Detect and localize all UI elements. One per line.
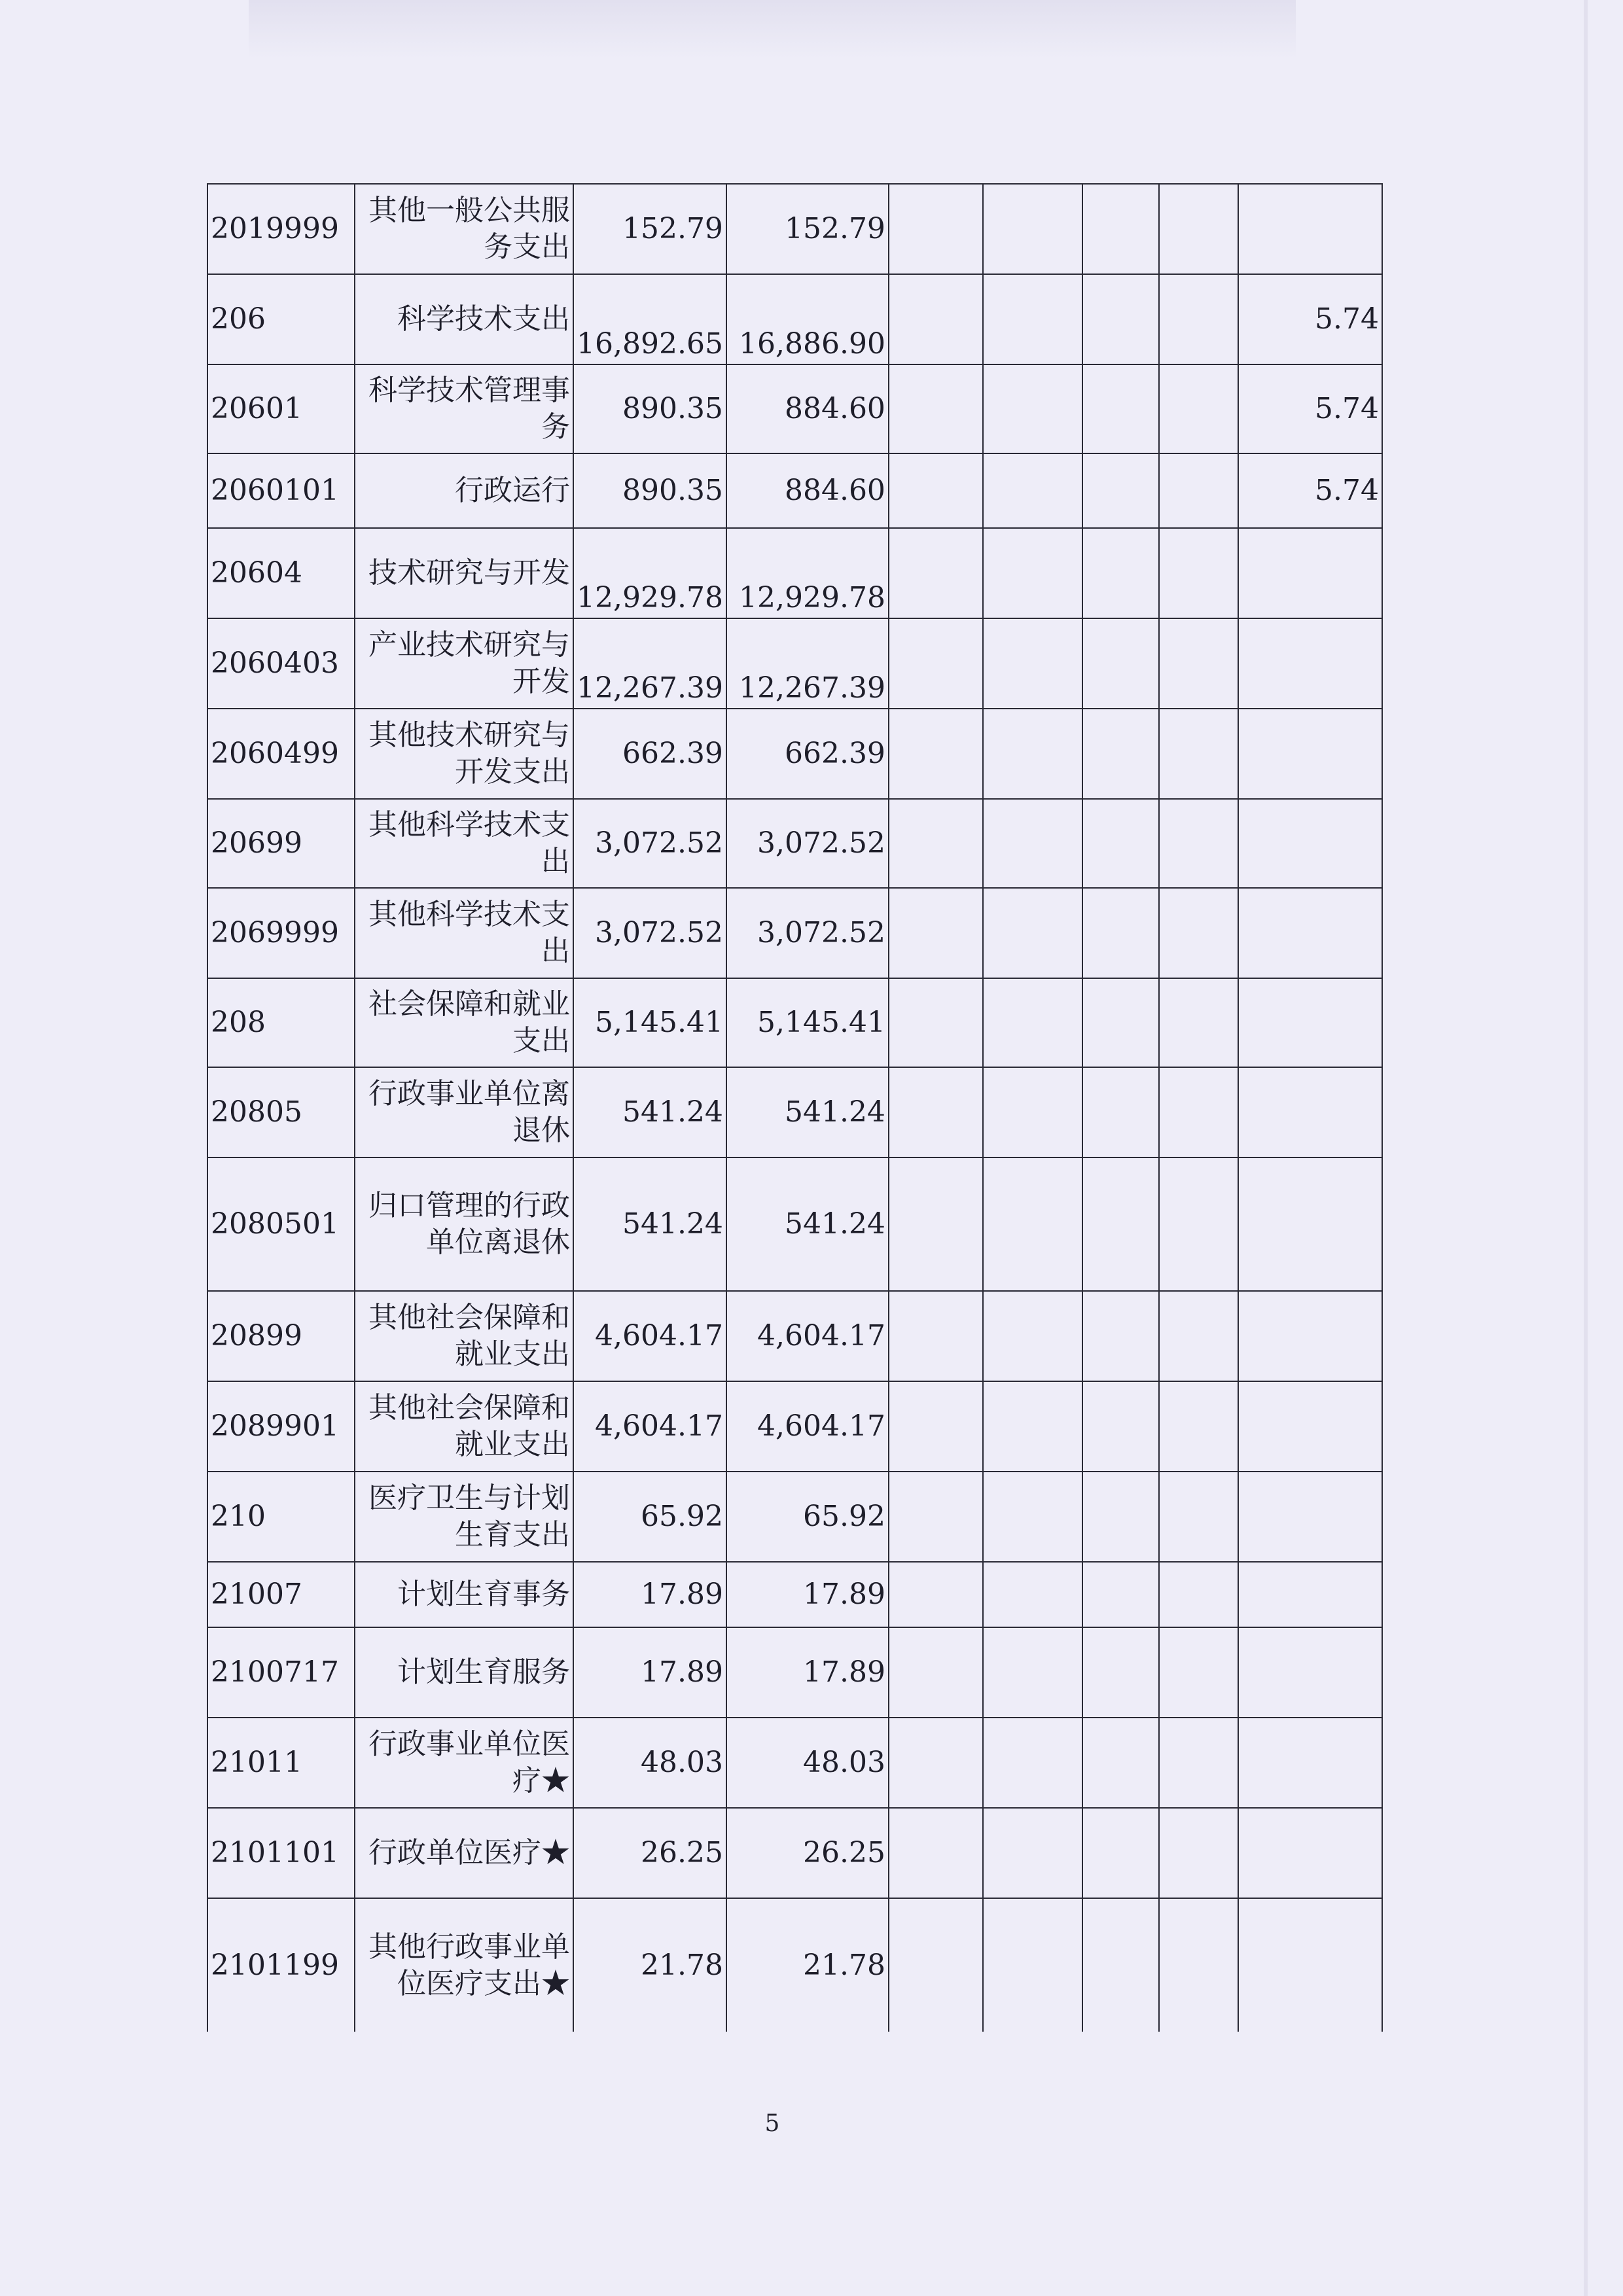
cell-empty: [889, 888, 983, 978]
cell-empty: [1082, 1157, 1159, 1291]
table-row: [207, 1898, 1382, 2032]
expenditure-table: [207, 183, 1383, 2032]
cell-name: 技术研究与开发: [355, 528, 573, 618]
cell-amount-basic: 16,886.90: [726, 274, 889, 364]
cell-empty: [983, 799, 1082, 888]
page-number: 5: [764, 2110, 780, 2137]
table-row: [207, 618, 1382, 709]
cell-empty: [983, 709, 1082, 799]
cell-name: 其他一般公共服务支出: [355, 184, 573, 274]
cell-empty: [983, 978, 1082, 1067]
cell-code: 2101199: [207, 1898, 355, 2032]
cell-empty: [1082, 1067, 1159, 1157]
cell-amount-total: 3,072.52: [573, 799, 726, 888]
cell-amount-total: 65.92: [573, 1472, 726, 1562]
cell-name: 产业技术研究与开发: [355, 618, 573, 709]
cell-code: 2100717: [207, 1627, 355, 1718]
cell-empty: [1159, 1808, 1238, 1898]
table-row: [207, 978, 1382, 1067]
cell-code: 2060499: [207, 709, 355, 799]
cell-empty: [1159, 364, 1238, 453]
table-row: [207, 1472, 1382, 1562]
cell-empty: [983, 1381, 1082, 1472]
cell-empty: [1082, 1898, 1159, 2032]
cell-empty: [983, 274, 1082, 364]
cell-empty: [983, 618, 1082, 709]
cell-code: 2019999: [207, 184, 355, 274]
scan-edge: [1584, 0, 1588, 2296]
cell-empty: [1082, 978, 1159, 1067]
cell-name: 其他科学技术支出: [355, 799, 573, 888]
cell-amount-other: [1238, 1718, 1382, 1808]
table-row: [207, 709, 1382, 799]
cell-name: 社会保障和就业支出: [355, 978, 573, 1067]
cell-empty: [1159, 709, 1238, 799]
cell-amount-other: 5.74: [1238, 453, 1382, 528]
cell-empty: [983, 1291, 1082, 1381]
cell-code: 2089901: [207, 1381, 355, 1472]
cell-amount-basic: 48.03: [726, 1718, 889, 1808]
cell-amount-basic: 26.25: [726, 1808, 889, 1898]
cell-amount-other: [1238, 1067, 1382, 1157]
cell-empty: [983, 1562, 1082, 1627]
cell-code: 2080501: [207, 1157, 355, 1291]
cell-empty: [1082, 274, 1159, 364]
cell-amount-total: 12,929.78: [573, 528, 726, 618]
cell-amount-other: [1238, 978, 1382, 1067]
cell-amount-basic: 17.89: [726, 1627, 889, 1718]
table-row: [207, 364, 1382, 453]
cell-empty: [889, 618, 983, 709]
cell-amount-basic: 12,929.78: [726, 528, 889, 618]
cell-empty: [983, 1808, 1082, 1898]
cell-empty: [1159, 978, 1238, 1067]
cell-empty: [1159, 184, 1238, 274]
cell-empty: [1082, 1381, 1159, 1472]
cell-amount-basic: 3,072.52: [726, 888, 889, 978]
cell-amount-total: 541.24: [573, 1157, 726, 1291]
cell-empty: [889, 1157, 983, 1291]
cell-amount-total: 5,145.41: [573, 978, 726, 1067]
cell-amount-other: [1238, 799, 1382, 888]
cell-code: 21007: [207, 1562, 355, 1627]
cell-code: 210: [207, 1472, 355, 1562]
cell-amount-basic: 884.60: [726, 453, 889, 528]
cell-amount-total: 152.79: [573, 184, 726, 274]
cell-amount-total: 4,604.17: [573, 1381, 726, 1472]
cell-empty: [889, 1562, 983, 1627]
cell-name: 科学技术支出: [355, 274, 573, 364]
cell-empty: [1159, 1627, 1238, 1718]
cell-empty: [1159, 453, 1238, 528]
cell-empty: [1082, 184, 1159, 274]
cell-name: 行政单位医疗★: [355, 1808, 573, 1898]
cell-empty: [889, 1718, 983, 1808]
cell-amount-basic: 541.24: [726, 1157, 889, 1291]
cell-empty: [1082, 364, 1159, 453]
cell-amount-basic: 5,145.41: [726, 978, 889, 1067]
cell-empty: [983, 1627, 1082, 1718]
scan-shadow: [249, 0, 1296, 59]
cell-empty: [1082, 888, 1159, 978]
cell-code: 20699: [207, 799, 355, 888]
cell-empty: [983, 1067, 1082, 1157]
cell-empty: [1159, 1291, 1238, 1381]
cell-name: 计划生育服务: [355, 1627, 573, 1718]
table-row: [207, 274, 1382, 364]
cell-empty: [983, 528, 1082, 618]
cell-amount-total: 17.89: [573, 1562, 726, 1627]
cell-empty: [983, 1718, 1082, 1808]
cell-empty: [1082, 1718, 1159, 1808]
cell-amount-total: 48.03: [573, 1718, 726, 1808]
table-row: [207, 1381, 1382, 1472]
cell-amount-basic: 65.92: [726, 1472, 889, 1562]
cell-amount-other: 5.74: [1238, 364, 1382, 453]
cell-amount-other: [1238, 1898, 1382, 2032]
cell-empty: [1082, 1291, 1159, 1381]
cell-empty: [889, 1898, 983, 2032]
cell-amount-other: [1238, 1808, 1382, 1898]
cell-empty: [889, 1627, 983, 1718]
table-body: [207, 184, 1382, 2032]
cell-empty: [1159, 1718, 1238, 1808]
cell-empty: [1159, 1067, 1238, 1157]
cell-name: 其他技术研究与开发支出: [355, 709, 573, 799]
cell-empty: [889, 184, 983, 274]
cell-empty: [983, 888, 1082, 978]
cell-empty: [1159, 1562, 1238, 1627]
cell-empty: [1159, 1472, 1238, 1562]
cell-amount-basic: 662.39: [726, 709, 889, 799]
cell-code: 20601: [207, 364, 355, 453]
cell-amount-total: 662.39: [573, 709, 726, 799]
cell-code: 2069999: [207, 888, 355, 978]
cell-amount-other: [1238, 709, 1382, 799]
cell-amount-total: 890.35: [573, 453, 726, 528]
cell-empty: [1082, 453, 1159, 528]
cell-amount-other: [1238, 1381, 1382, 1472]
cell-amount-basic: 17.89: [726, 1562, 889, 1627]
cell-name: 归口管理的行政单位离退休: [355, 1157, 573, 1291]
cell-amount-basic: 3,072.52: [726, 799, 889, 888]
cell-empty: [1159, 1157, 1238, 1291]
table-row: [207, 1157, 1382, 1291]
cell-amount-total: 3,072.52: [573, 888, 726, 978]
cell-name: 行政事业单位离退休: [355, 1067, 573, 1157]
cell-empty: [889, 528, 983, 618]
table-row: [207, 1562, 1382, 1627]
cell-name: 行政运行: [355, 453, 573, 528]
cell-amount-other: [1238, 1562, 1382, 1627]
cell-amount-basic: 4,604.17: [726, 1381, 889, 1472]
cell-empty: [1159, 528, 1238, 618]
cell-amount-total: 26.25: [573, 1808, 726, 1898]
cell-name: 其他科学技术支出: [355, 888, 573, 978]
cell-amount-total: 890.35: [573, 364, 726, 453]
cell-code: 21011: [207, 1718, 355, 1808]
cell-amount-other: [1238, 618, 1382, 709]
cell-empty: [1082, 1627, 1159, 1718]
cell-amount-other: [1238, 1472, 1382, 1562]
cell-name: 计划生育事务: [355, 1562, 573, 1627]
cell-amount-other: [1238, 1291, 1382, 1381]
table-row: [207, 1627, 1382, 1718]
cell-empty: [889, 364, 983, 453]
cell-empty: [1159, 1898, 1238, 2032]
cell-empty: [889, 453, 983, 528]
cell-empty: [1159, 888, 1238, 978]
cell-amount-basic: 4,604.17: [726, 1291, 889, 1381]
cell-empty: [1082, 1808, 1159, 1898]
cell-code: 208: [207, 978, 355, 1067]
cell-empty: [983, 364, 1082, 453]
cell-name: 医疗卫生与计划生育支出: [355, 1472, 573, 1562]
cell-amount-basic: 21.78: [726, 1898, 889, 2032]
cell-name: 其他行政事业单位医疗支出★: [355, 1898, 573, 2032]
cell-name: 科学技术管理事务: [355, 364, 573, 453]
cell-empty: [983, 1157, 1082, 1291]
table-row: [207, 1718, 1382, 1808]
cell-empty: [1159, 1381, 1238, 1472]
cell-empty: [1082, 528, 1159, 618]
cell-empty: [983, 184, 1082, 274]
cell-amount-total: 21.78: [573, 1898, 726, 2032]
cell-amount-total: 16,892.65: [573, 274, 726, 364]
cell-empty: [1159, 274, 1238, 364]
table-row: [207, 799, 1382, 888]
cell-empty: [889, 978, 983, 1067]
cell-amount-total: 541.24: [573, 1067, 726, 1157]
cell-amount-basic: 541.24: [726, 1067, 889, 1157]
cell-empty: [889, 799, 983, 888]
cell-name: 其他社会保障和就业支出: [355, 1381, 573, 1472]
cell-amount-other: [1238, 184, 1382, 274]
cell-code: 2060101: [207, 453, 355, 528]
cell-empty: [983, 453, 1082, 528]
cell-amount-basic: 884.60: [726, 364, 889, 453]
cell-amount-other: 5.74: [1238, 274, 1382, 364]
cell-amount-basic: 12,267.39: [726, 618, 889, 709]
cell-amount-total: 17.89: [573, 1627, 726, 1718]
table-row: [207, 1291, 1382, 1381]
cell-empty: [1082, 618, 1159, 709]
table-row: [207, 453, 1382, 528]
table-row: [207, 528, 1382, 618]
table-row: [207, 184, 1382, 274]
cell-code: 2060403: [207, 618, 355, 709]
cell-code: 206: [207, 274, 355, 364]
cell-empty: [889, 1067, 983, 1157]
cell-empty: [1159, 799, 1238, 888]
cell-empty: [1082, 1472, 1159, 1562]
cell-empty: [983, 1472, 1082, 1562]
cell-empty: [1082, 799, 1159, 888]
cell-empty: [983, 1898, 1082, 2032]
cell-empty: [1082, 709, 1159, 799]
cell-amount-other: [1238, 1157, 1382, 1291]
cell-empty: [1159, 618, 1238, 709]
cell-empty: [889, 709, 983, 799]
cell-code: 20604: [207, 528, 355, 618]
cell-amount-basic: 152.79: [726, 184, 889, 274]
cell-code: 2101101: [207, 1808, 355, 1898]
cell-empty: [889, 1381, 983, 1472]
cell-empty: [889, 1472, 983, 1562]
cell-amount-total: 4,604.17: [573, 1291, 726, 1381]
cell-amount-other: [1238, 528, 1382, 618]
cell-amount-other: [1238, 1627, 1382, 1718]
cell-empty: [889, 1808, 983, 1898]
cell-code: 20805: [207, 1067, 355, 1157]
table-row: [207, 1808, 1382, 1898]
cell-empty: [889, 274, 983, 364]
table-row: [207, 888, 1382, 978]
cell-name: 行政事业单位医疗★: [355, 1718, 573, 1808]
cell-empty: [889, 1291, 983, 1381]
table-row: [207, 1067, 1382, 1157]
cell-name: 其他社会保障和就业支出: [355, 1291, 573, 1381]
cell-amount-other: [1238, 888, 1382, 978]
cell-code: 20899: [207, 1291, 355, 1381]
cell-empty: [1082, 1562, 1159, 1627]
cell-amount-total: 12,267.39: [573, 618, 726, 709]
